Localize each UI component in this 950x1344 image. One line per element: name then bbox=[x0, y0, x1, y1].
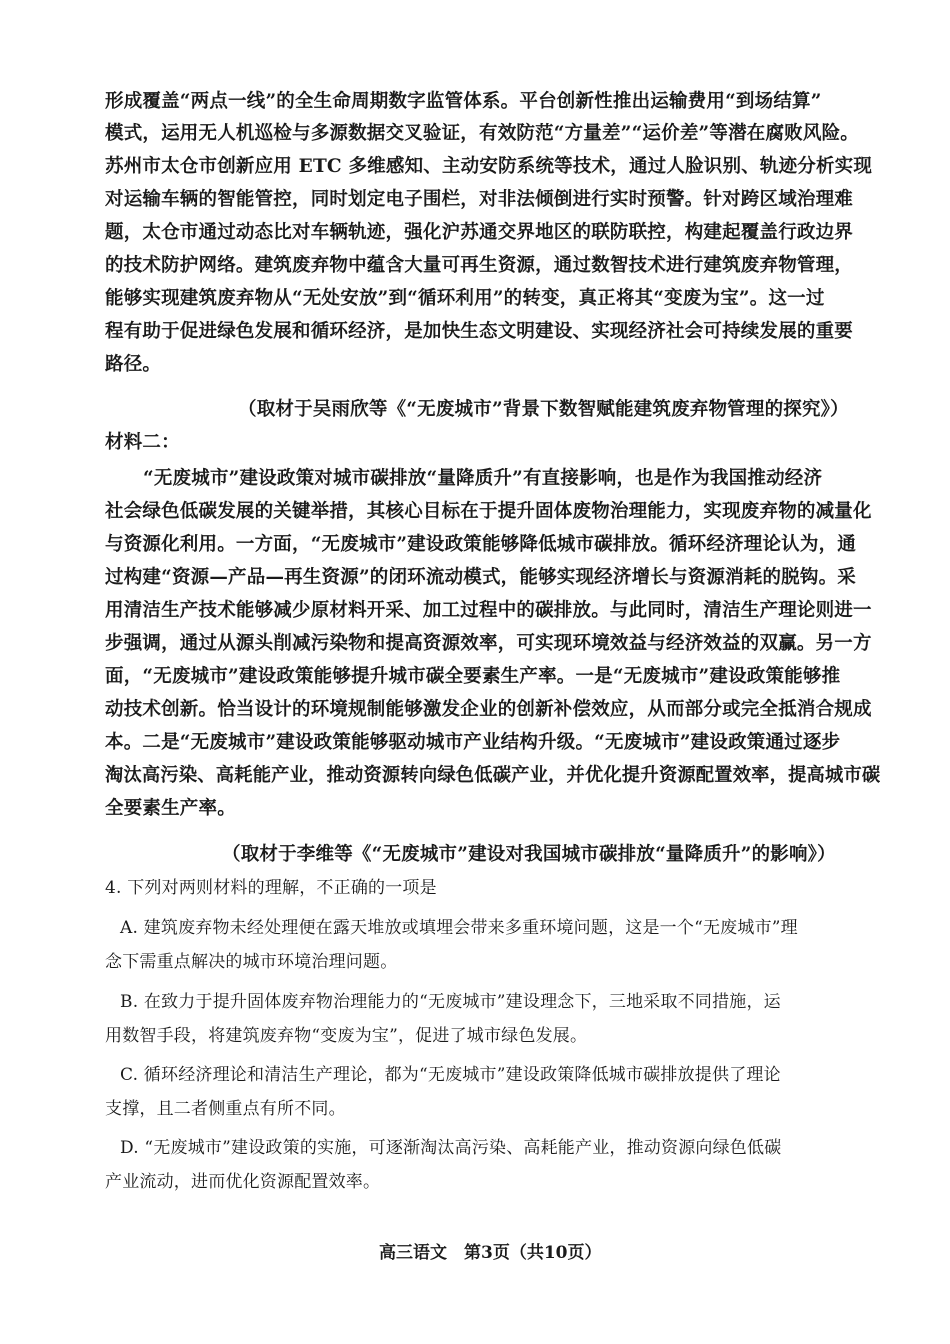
option-line: A. 建筑废弃物未经处理便在露天堆放或填埋会带来多重环境问题，这是一个“无废城市”理 bbox=[120, 918, 798, 938]
material1-line: 路径。 bbox=[105, 354, 162, 375]
option-line: 用数智手段，将建筑废弃物“变废为宝”，促进了城市绿色发展。 bbox=[105, 1026, 588, 1046]
material2-line: 淘汰高污染、高耗能产业，推动资源转向绿色低碳产业，并优化提升资源配置效率，提高城市碳 bbox=[105, 765, 881, 786]
material2-line: 步强调，通过从源头削减污染物和提高资源效率，可实现环境效益与经济效益的双赢。另一方 bbox=[105, 633, 872, 654]
material2-line: 社会绿色低碳发展的关键举措，其核心目标在于提升固体废物治理能力，实现废弃物的减量化 bbox=[105, 501, 872, 522]
material2-line: 全要素生产率。 bbox=[105, 798, 236, 819]
material2-line: 本。二是“无废城市”建设政策能够驱动城市产业结构升级。“无废城市”建设政策通过逐步 bbox=[105, 732, 841, 753]
option-line: 念下需重点解决的城市环境治理问题。 bbox=[105, 952, 398, 972]
material1-line: 能够实现建筑废弃物从“无处安放”到“循环利用”的转变，真正将其“变废为宝”。这一过 bbox=[105, 288, 825, 309]
question-stem: 4. 下列对两则材料的理解，不正确的一项是 bbox=[105, 878, 437, 898]
material1-line: 对运输车辆的智能管控，同时划定电子围栏，对非法倾倒进行实时预警。针对跨区域治理难 bbox=[105, 189, 854, 210]
material2-line: 与资源化利用。一方面，“无废城市”建设政策能够降低城市碳排放。循环经济理论认为，通 bbox=[105, 534, 856, 555]
option-line: 产业流动，进而优化资源配置效率。 bbox=[105, 1172, 381, 1192]
material2-line: “无废城市”建设政策对城市碳排放“量降质升”有直接影响，也是作为我国推动经济 bbox=[143, 468, 823, 489]
option-line: C. 循环经济理论和清洁生产理论，都为“无废城市”建设政策降低城市碳排放提供了理论 bbox=[120, 1065, 781, 1085]
material1-line: 题，太仓市通过动态比对车辆轨迹，强化沪苏通交界地区的联防联控，构建起覆盖行政边界 bbox=[105, 222, 854, 243]
material1-line: 程有助于促进绿色发展和循环经济，是加快生态文明建设、实现经济社会可持续发展的重要 bbox=[105, 321, 854, 342]
page-footer: 高三语文 第3页（共10页） bbox=[379, 1243, 602, 1263]
material1-line: 苏州市太仓市创新应用 ETC 多维感知、主动安防系统等技术，通过人脸识别、轨迹分析实现 bbox=[105, 156, 873, 177]
option-line: B. 在致力于提升固体废弃物治理能力的“无废城市”建设理念下，三地采取不同措施，运 bbox=[120, 992, 781, 1012]
material1-line: 模式，运用无人机巡检与多源数据交叉验证，有效防范“方量差”“运价差”等潜在腐败风险。 bbox=[105, 123, 859, 144]
material1-line: 形成覆盖“两点一线”的全生命周期数字监管体系。平台创新性推出运输费用“到场结算” bbox=[105, 91, 822, 112]
option-line: 支撑，且二者侧重点有所不同。 bbox=[105, 1099, 346, 1119]
material2-line: 用清洁生产技术能够减少原材料开采、加工过程中的碳排放。与此同时，清洁生产理论则进一 bbox=[105, 600, 872, 621]
material2-line: 动技术创新。恰当设计的环境规制能够激发企业的创新补偿效应，从而部分或完全抵消合规成 bbox=[105, 699, 872, 720]
source-citation-1: （取材于吴雨欣等《“无废城市”背景下数智赋能建筑废弃物管理的探究》） bbox=[238, 399, 849, 420]
source-citation-2: （取材于李维等《“无废城市”建设对我国城市碳排放“量降质升”的影响》） bbox=[222, 844, 836, 865]
material2-heading: 材料二： bbox=[105, 432, 180, 453]
material2-line: 面，“无废城市”建设政策能够提升城市碳全要素生产率。一是“无废城市”建设政策能够推 bbox=[105, 666, 841, 687]
material1-line: 的技术防护网络。建筑废弃物中蕴含大量可再生资源，通过数智技术进行建筑废弃物管理， bbox=[105, 255, 854, 276]
option-line: D. “无废城市”建设政策的实施，可逐渐淘汰高污染、高耗能产业，推动资源向绿色低碳 bbox=[120, 1138, 782, 1158]
material2-line: 过构建“资源—产品—再生资源”的闭环流动模式，能够实现经济增长与资源消耗的脱钩。采 bbox=[105, 567, 856, 588]
